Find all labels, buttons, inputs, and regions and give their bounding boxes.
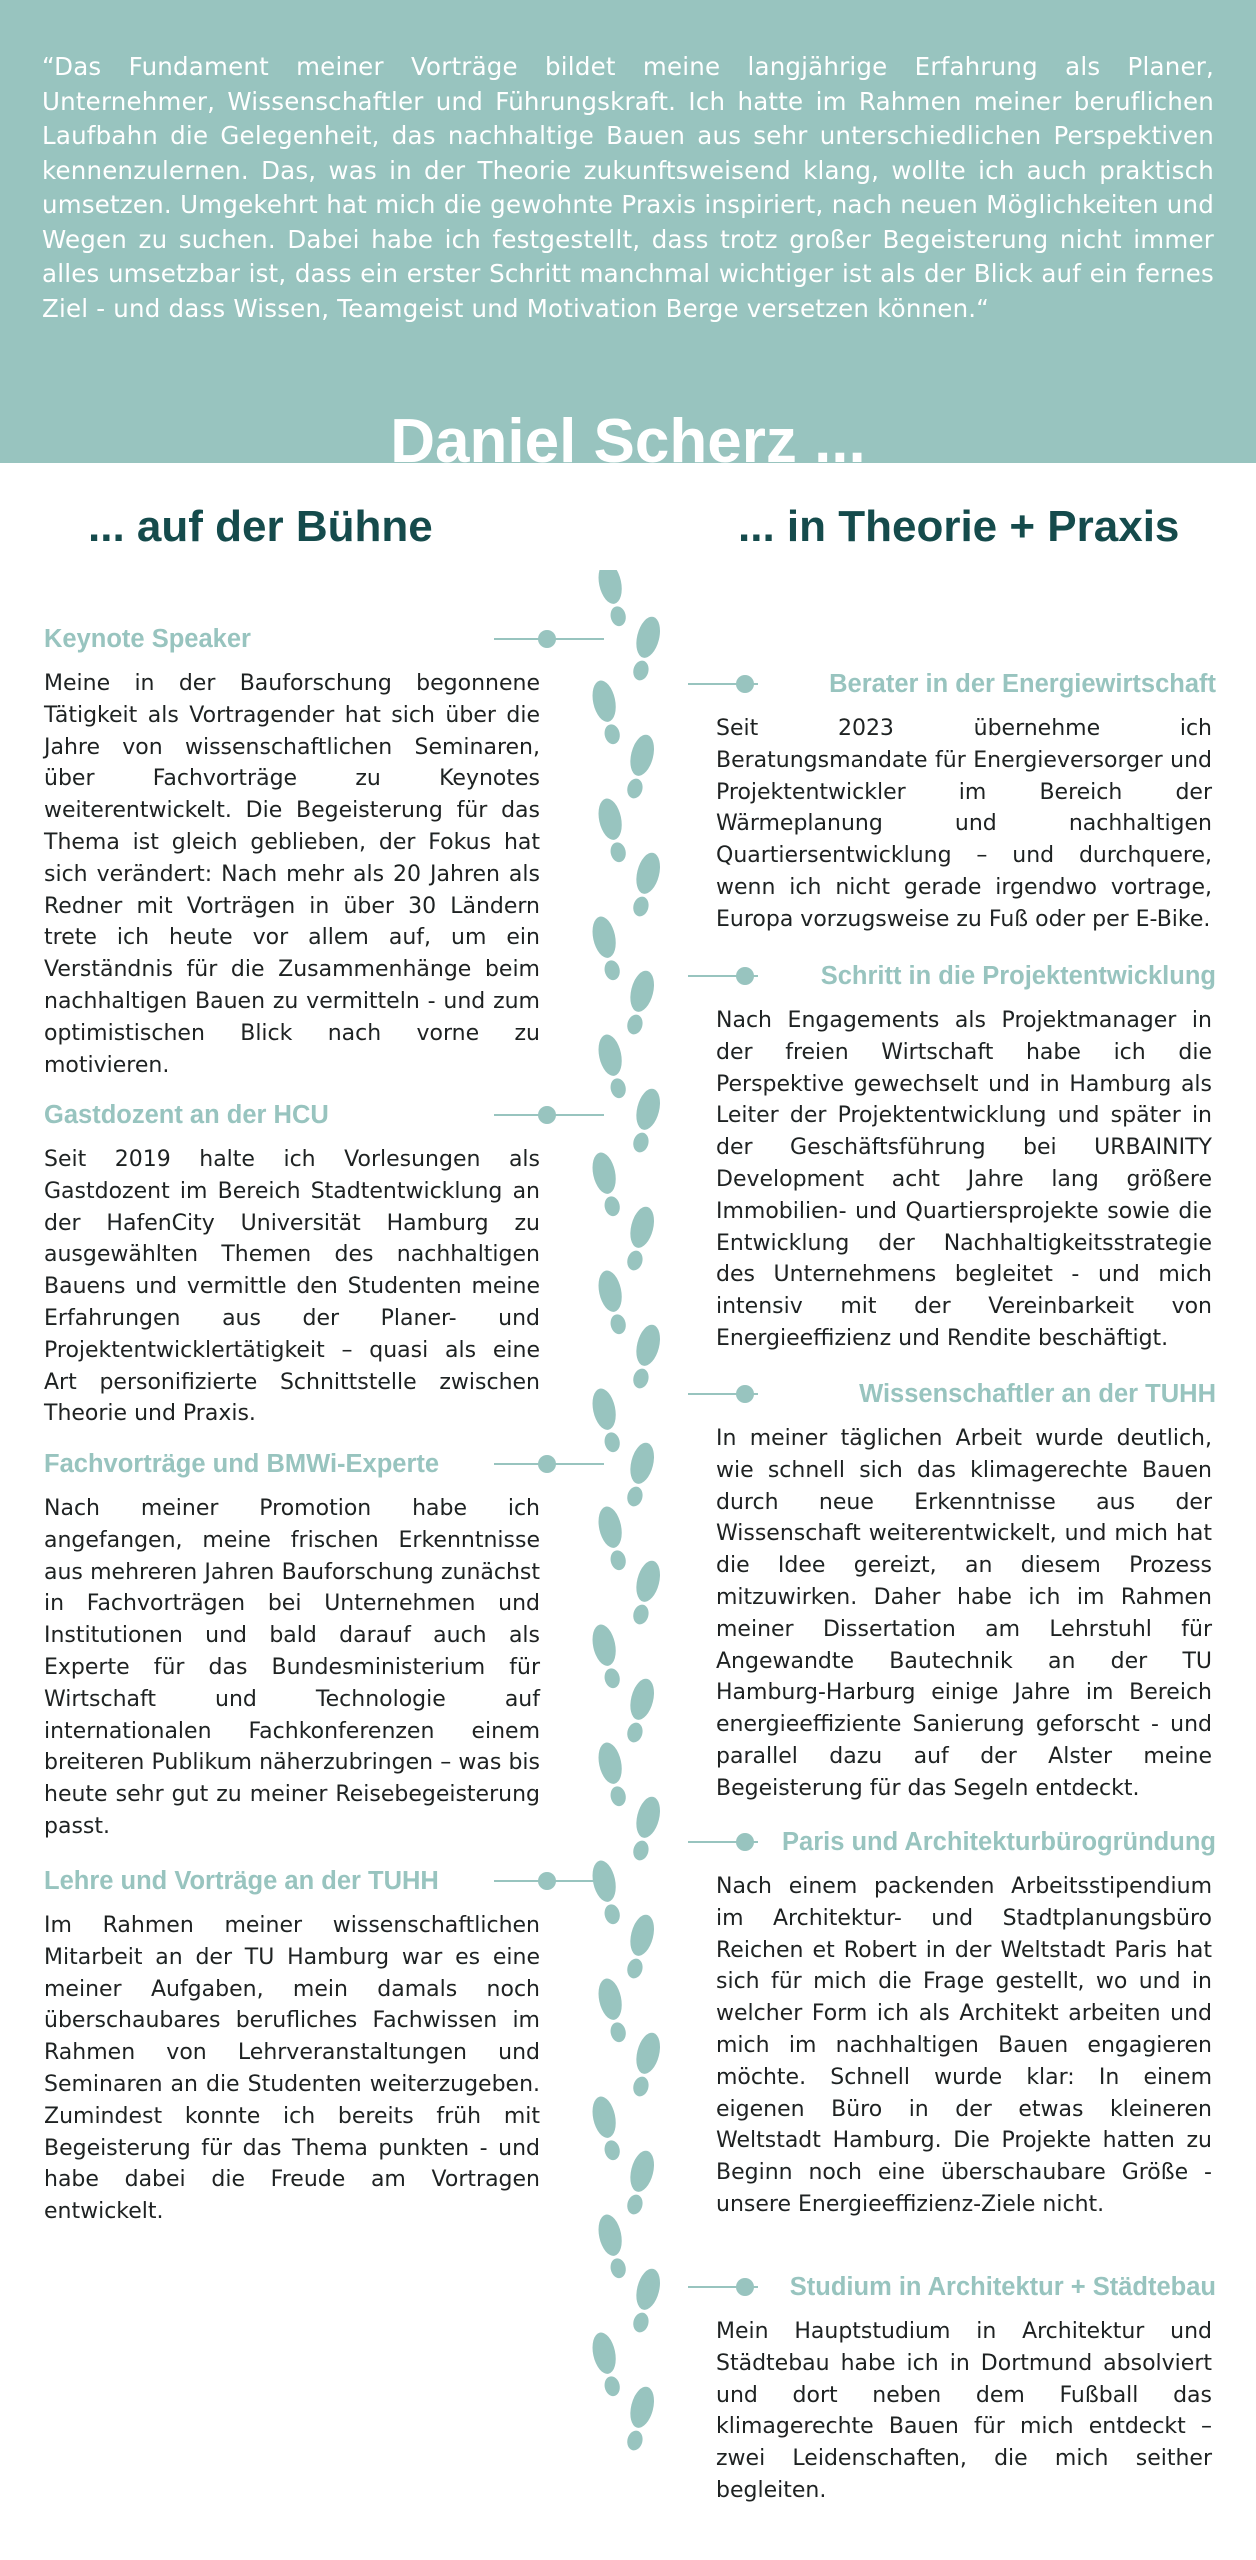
timeline-entry-paris-architekturbuero [716,1825,1216,2221]
footprint-icon [621,2384,658,2452]
entry-head [716,1377,1216,1411]
header-banner [0,0,1256,463]
footprint-icon [621,1912,658,1980]
timeline-dot [538,1106,556,1124]
footprint-icon [589,1622,624,1690]
footprint-icon [595,1268,630,1336]
entry-title: Studium in Architektur + Städtebau [789,2273,1216,2301]
footprint-icon [621,1204,658,1272]
footprint-icon [627,850,664,918]
footprint-icon [589,2330,624,2398]
footprint-icon [627,614,664,682]
footprint-icon [595,1504,630,1572]
page-title: Daniel Scherz ... [390,407,866,463]
entry-head [44,622,540,656]
timeline-dot [538,1872,556,1890]
entry-head [716,2270,1216,2304]
footprint-icon [627,1322,664,1390]
entry-text: Meine in der Bauforschung begonnene Tätigkeit als Vortragender hat sich über die Jahre von wissenschaftlichen Seminaren, über Fachvorträge zu Keynotes weiterentwickelt. Die Begeisterung für das Thema ist gleich geblieben, der Fokus hat sich verändert: Nach mehr als 20 Jahren als Redner mit Vorträgen in über 30 Ländern trete ich heute vor allem auf, um ein Verständnis für die Zusammenhänge beim nachhaltigen Bauen zu vermitteln - und zum optimistischen Blick nach vorne zu motivieren. [44,671,540,1078]
footprint-icon [595,796,630,864]
entry-title: Fachvorträge und BMWi-Experte [44,1450,440,1478]
left-column-title: ... auf der Bühne [88,502,433,551]
timeline-entry-gastdozent-hcu [44,1098,540,1430]
entry-title: Berater in der Energiewirtschaft [829,670,1216,698]
entry-title: Schritt in die Projektentwicklung [820,962,1216,990]
entry-head [44,1447,540,1481]
footprints-trail [580,570,680,2510]
footprint-icon [589,1150,624,1218]
timeline-entry-studium [716,2270,1216,2507]
footprint-icon [627,2030,664,2098]
timeline-entry-wissenschaftler-tuhh [716,1377,1216,1805]
footprint-icon [589,2094,624,2162]
footprint-icon [627,1558,664,1626]
entry-text: In meiner täglichen Arbeit wurde deutlich, wie schnell sich das klimagerechte Bauen durch neue Erkenntnisse aus der Wissenschaft weiterentwickelt, und mich hat die Idee gereizt, an diesem Prozess mitzuwirken. Daher habe ich im Rahmen meiner Dissertation am Lehrstuhl für Angewandte Bautechnik an der TU Hamburg-Harburg einige Jahre im Bereich energieeffiziente Sanierung geforscht - und parallel dazu auf der Alster meine Begeisterung für das Segeln entdeckt. [716,1426,1212,1801]
intro-quote: “Das Fundament meiner Vorträge bildet meine langjährige Erfahrung als Planer, Unternehmer, Wissenschaftler und Führungskraft. Ich hatte im Rahmen meiner beruflichen Laufbahn die Gelegenheit, das nachhaltige Bauen aus sehr unterschiedlichen Perspektiven kennenzulernen. Das, was in der Theorie zukunftsweisend klang, wollte ich auch praktisch umsetzen. Umgekehrt hat mich die gewohnte Praxis inspiriert, nach neuen Möglichkeiten und Wegen zu suchen. Dabei habe ich festgestellt, dass trotz großer Begeisterung nicht immer alles umsetzbar ist, dass ein erster Schritt manchmal wichtiger ist als der Blick auf ein fernes Ziel - und dass Wissen, Teamgeist und Motivation Berge versetzen können.“ [42,52,1214,323]
entry-head [716,1825,1216,1859]
timeline-dot [736,675,754,693]
timeline-dot [736,1833,754,1851]
timeline-dot [736,2278,754,2296]
entry-head [44,1098,540,1132]
entry-title: Lehre und Vorträge an der TUHH [44,1867,439,1895]
timeline-dot [736,1385,754,1403]
footprint-icon [627,1086,664,1154]
footprint-icon [627,2266,664,2334]
entry-text: Nach Engagements als Projektmanager in der freien Wirtschaft habe ich die Perspektive gewechselt und in Hamburg als Leiter der Projektentwicklung und später in der Geschäftsführung bei URBAINITY Development acht Jahre lang größere Immobilien- und Quartiersprojekte sowie die Entwicklung der Nachhaltigkeitsstrategie des Unternehmens begleitet - und mich intensiv mit der Vereinbarkeit von Energieeffizienz und Rendite beschäftigt. [716,1008,1212,1351]
footprint-icon [627,1794,664,1862]
entry-title: Keynote Speaker [44,625,251,653]
entry-title: Paris und Architekturbürogründung [782,1828,1216,1856]
entry-head [716,959,1216,993]
footprint-icon [589,1386,624,1454]
entry-title: Wissenschaftler an der TUHH [859,1380,1216,1408]
entry-title: Gastdozent an der HCU [44,1101,329,1129]
footprint-icon [589,1858,624,1926]
entry-text: Im Rahmen meiner wissenschaftlichen Mitarbeit an der TU Hamburg war es eine meiner Aufgaben, mein damals noch überschaubares berufliches Fachwissen im Rahmen von Lehrveranstaltungen und Seminaren an die Studenten weiterzugeben. Zumindest konnte ich bereits früh mit Begeisterung für das Thema punkten - und habe dabei die Freude am Vortragen entwickelt. [44,1913,540,2225]
footprint-icon [595,1976,630,2044]
timeline-dot [538,1455,556,1473]
footprint-icon [589,914,624,982]
timeline-dot [736,967,754,985]
entry-text: Nach meiner Promotion habe ich angefangen, meine frischen Erkenntnisse aus mehreren Jahren Bauforschung zunächst in Fachvorträgen bei Unternehmen und Institutionen und bald darauf auch als Experte für das Bundesministerium für Wirtschaft und Technologie auf internationalen Fachkonferenzen einem breiteren Publikum näherzubringen – was bis heute sehr gut zu meiner Reisebegeisterung passt. [44,1496,540,1839]
entry-text: Nach einem packenden Arbeitsstipendium im Architektur- und Stadtplanungsbüro Reichen et Robert in der Weltstadt Paris hat sich für mich die Frage gestellt, wo und in welcher Form ich als Architekt arbeiten und mich im nachhaltigen Bauen engagieren möchte. Schnell wurde klar: In einem eigenen Büro in der etwas kleineren Weltstadt Hamburg. Die Projekte hatten zu Beginn noch eine überschaubare Größe - unsere Energieeffizienz-Ziele nicht. [716,1874,1212,2217]
timeline-entry-projektentwicklung [716,959,1216,1355]
footprint-icon [621,1676,658,1744]
footprint-icon [621,968,658,1036]
footprint-icon [595,570,630,629]
timeline-entry-lehre-tuhh [44,1864,540,2228]
entry-text: Seit 2023 übernehme ich Beratungsmandate für Energieversorger und Projektentwickler im Bereich der Wärmeplanung und nachhaltigen Quartiersentwicklung – und durchquere, wenn ich nicht gerade irgendwo vortrage, Europa vorzugsweise zu Fuß oder per E-Bike. [716,716,1212,932]
entry-head [716,667,1216,701]
entry-head [44,1864,540,1898]
timeline-dot [538,630,556,648]
timeline-entry-berater-energiewirtschaft [716,667,1216,936]
timeline-entry-keynote-speaker [44,622,540,1081]
entry-text: Mein Hauptstudium in Architektur und Städtebau habe ich in Dortmund absolviert und dort neben dem Fußball das klimagerechte Bauen für mich entdeckt – zwei Leidenschaften, die mich seither begleiten. [716,2319,1212,2503]
footprint-icon [595,1032,630,1100]
footprint-icon [595,1740,630,1808]
footprint-icon [621,2148,658,2216]
footprint-icon [621,1440,658,1508]
footprint-icon [621,732,658,800]
footprint-icon [589,678,624,746]
timeline-entry-fachvortraege [44,1447,540,1843]
footprint-icon [595,2212,630,2280]
entry-text: Seit 2019 halte ich Vorlesungen als Gastdozent im Bereich Stadtentwicklung an der HafenCity Universität Hamburg zu ausgewählten Themen des nachhaltigen Bauens und vermittle den Studenten meine Erfahrungen aus der Planer- und Projektentwicklertätigkeit – quasi als eine Art personifizierte Schnittstelle zwischen Theorie und Praxis. [44,1147,540,1427]
right-column-title: ... in Theorie + Praxis [738,502,1180,551]
